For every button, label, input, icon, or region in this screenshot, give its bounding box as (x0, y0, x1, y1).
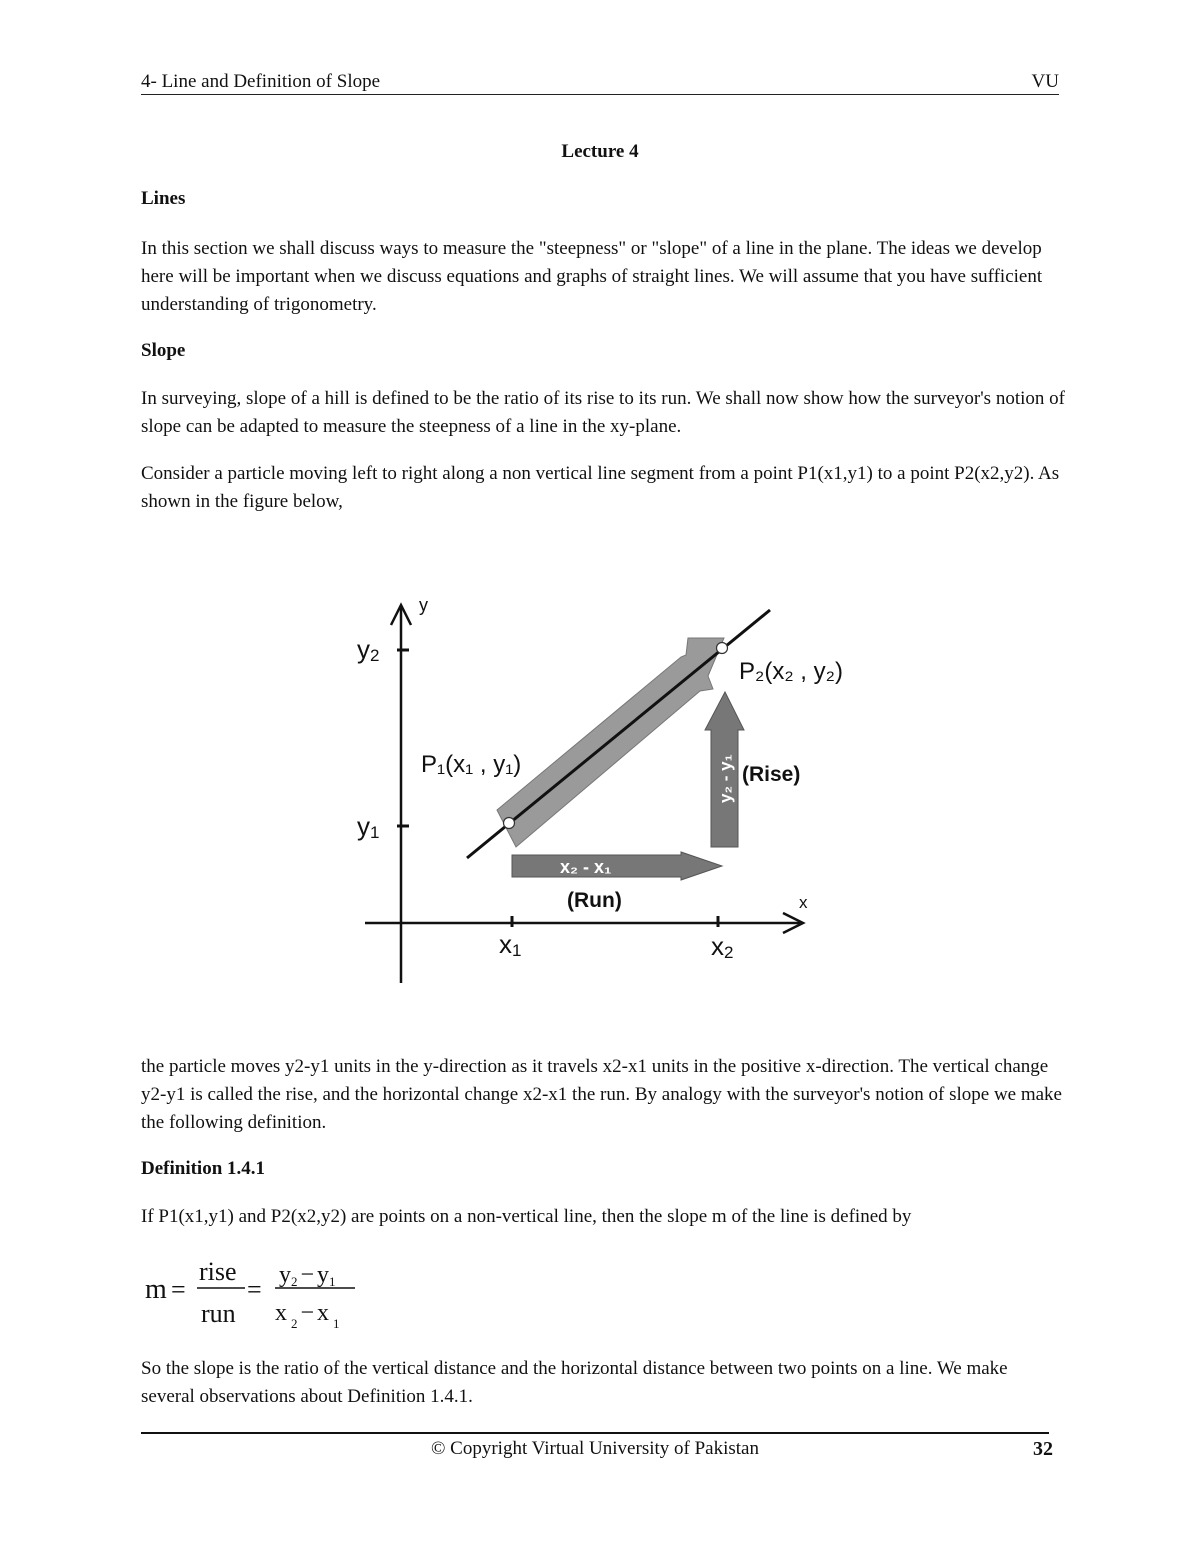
point-p2 (717, 643, 728, 654)
footer-copyright: © Copyright Virtual University of Pakistan (430, 1438, 759, 1459)
formula-denominator: x $_2$ − x $_1$ (275, 1300, 340, 1331)
header-title: 4- Line and Definition of Slope (141, 71, 381, 92)
formula-eq-1: = (171, 1275, 186, 1304)
y2-label: y2 (357, 634, 380, 665)
paragraph-lines: In this section we shall discuss ways to measure the "steepness" or "slope" of a line in the plane. The ideas we develop here will be important when we discuss equations and graphs of straight lines. We will assume that you have sufficient understanding of trigonometry. (141, 238, 1043, 315)
paragraph-definition: If P1(x1,y1) and P2(x2,y2) are points on a non-vertical line, then the slope m of the line is defined by (141, 1206, 912, 1227)
x1-label: x1 (499, 929, 522, 960)
run-arrow-text: x₂ - x₁ (560, 857, 612, 877)
formula-run: run (201, 1299, 236, 1328)
page-footer (141, 1432, 1053, 1474)
paragraph-after-figure: the particle moves y2-y1 units in the y-direction as it travels x2-x1 units in the positive x-direction. The vertical change y2-y1 is called the rise, and the horizontal change x2-x1 the run. By analogy with the surveyor's notion of slope we make the following definition. (141, 1056, 1062, 1133)
diagonal-arrow (497, 638, 724, 847)
header-vu: VU (1031, 71, 1059, 92)
rise-label: (Rise) (742, 763, 801, 786)
paragraph-slope-2: Consider a particle moving left to right along a non vertical line segment from a point P1(x1,y1) to a point P2(x2,y2). As shown in the figure below, (141, 463, 1060, 512)
y-axis-label: y (419, 595, 428, 615)
slope-formula (143, 1250, 443, 1340)
formula-rise: rise (199, 1257, 237, 1286)
paragraph-slope-1: In surveying, slope of a hill is defined to be the ratio of its rise to its run. We shall now show how the surveyor's notion of slope can be adapted to measure the steepness of a line in the xy-plane. (141, 388, 1065, 437)
heading-definition: Definition 1.4.1 (141, 1158, 266, 1179)
p2-label: P₂(x₂ , y₂) (739, 658, 843, 685)
rise-arrow-text: y₂ - y₁ (716, 754, 735, 803)
x2-label: x2 (711, 931, 734, 962)
lecture-title: Lecture 4 (561, 141, 639, 162)
page-header (141, 70, 1059, 95)
run-arrow (512, 852, 722, 880)
heading-lines: Lines (141, 188, 186, 209)
slope-figure (345, 585, 865, 990)
y1-label: y1 (357, 811, 380, 842)
p1-label: P₁(x₁ , y₁) (421, 751, 522, 778)
paragraph-closing: So the slope is the ratio of the vertical distance and the horizontal distance between two points on a line. We make several observations about Definition 1.4.1. (141, 1358, 1008, 1407)
point-p1 (504, 818, 515, 829)
page-number: 32 (1033, 1438, 1053, 1460)
run-label: (Run) (567, 889, 622, 912)
formula-m: m (145, 1274, 167, 1305)
heading-slope: Slope (141, 340, 186, 361)
formula-eq-2: = (247, 1275, 262, 1304)
formula-numerator: y2 − y1 (279, 1262, 336, 1289)
x-axis-label: x (799, 893, 808, 912)
